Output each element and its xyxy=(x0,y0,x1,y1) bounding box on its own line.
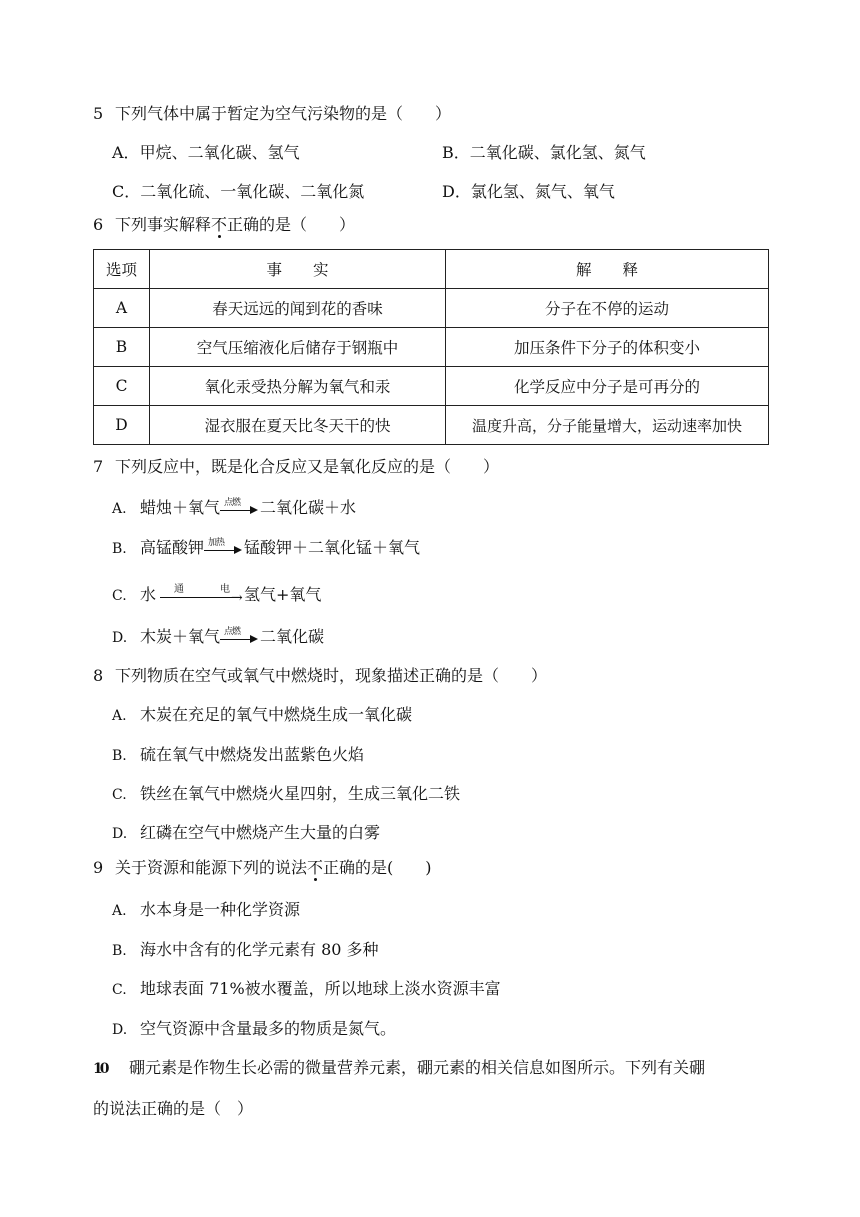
emphasis-dot-char: 不 xyxy=(211,215,228,234)
question-number: 6 xyxy=(93,215,104,234)
reactants: 水 xyxy=(140,585,157,604)
cell-explanation: 加压条件下分子的体积变小 xyxy=(446,328,769,367)
option-text: 红磷在空气中燃烧产生大量的白雾 xyxy=(140,823,381,842)
condition-label: 点燃 xyxy=(224,497,241,508)
option-letter: C. xyxy=(112,787,127,803)
cell-explanation: 分子在不停的运动 xyxy=(446,289,769,328)
option-letter: D. xyxy=(112,1022,128,1038)
option-letter: C． xyxy=(112,182,141,201)
products: 二氧化碳＋水 xyxy=(260,498,357,517)
cell-fact: 春天远远的闻到花的香味 xyxy=(150,289,446,328)
option-letter: B. xyxy=(112,748,127,764)
reactants: 木炭＋氧气 xyxy=(140,627,221,646)
cell-option: C xyxy=(94,367,150,406)
option-text: 地球表面 71%被水覆盖，所以地球上淡水资源丰富 xyxy=(140,979,501,998)
option-text: 海水中含有的化学元素有 80 多种 xyxy=(140,940,379,959)
option-b xyxy=(442,142,646,164)
question-number: 9 xyxy=(93,858,104,877)
option-text: 硫在氧气中燃烧发出蓝紫色火焰 xyxy=(140,745,365,764)
question-text: 正确的是（ ） xyxy=(227,215,356,234)
question-6-stem xyxy=(93,214,355,236)
option-a xyxy=(112,497,356,520)
option-letter: C. xyxy=(112,982,127,998)
arrow-head: → xyxy=(231,589,243,606)
option-letter: A. xyxy=(112,708,127,724)
option-text: 水本身是一种化学资源 xyxy=(140,900,301,919)
facts-table xyxy=(93,249,769,445)
option-c xyxy=(112,181,364,203)
option-letter: C. xyxy=(112,588,127,604)
cell-explanation: 化学反应中分子是可再分的 xyxy=(446,367,769,406)
option-text: 铁丝在氧气中燃烧火星四射，生成三氧化二铁 xyxy=(140,784,461,803)
table-header-row xyxy=(94,250,769,289)
option-letter: B. xyxy=(112,541,127,557)
question-text: 下列物质在空气或氧气中燃烧时，现象描述正确的是（ ） xyxy=(115,666,548,685)
option-c xyxy=(112,584,321,607)
option-letter: A. xyxy=(112,501,127,517)
cell-fact: 氧化汞受热分解为氧气和汞 xyxy=(150,367,446,406)
question-number: 10 xyxy=(93,1061,107,1077)
option-letter: D. xyxy=(112,630,128,646)
cell-explanation: 温度升高，分子能量增大，运动速率加快 xyxy=(446,406,769,445)
option-d xyxy=(112,1018,396,1041)
question-5-stem xyxy=(93,103,451,125)
option-b xyxy=(112,939,379,962)
option-d xyxy=(442,181,615,203)
option-d xyxy=(112,822,380,845)
cell-fact: 空气压缩液化后储存于钢瓶中 xyxy=(150,328,446,367)
option-text: 二氧化碳、氯化氢、氮气 xyxy=(469,143,646,162)
question-number: 8 xyxy=(93,666,104,685)
cell-option: D xyxy=(94,406,150,445)
option-b xyxy=(112,537,420,560)
option-text: 甲烷、二氧化碳、氢气 xyxy=(139,143,300,162)
question-text: 关于资源和能源下列的说法 xyxy=(115,858,308,877)
reactants: 高锰酸钾 xyxy=(140,538,205,557)
condition-label: 加热 xyxy=(208,537,225,548)
electrolysis-arrow-icon xyxy=(156,583,244,606)
question-10-stem-line-2 xyxy=(93,1098,253,1120)
products: 锰酸钾＋二氧化锰＋氧气 xyxy=(244,538,421,557)
table-row xyxy=(94,406,769,445)
question-number: 7 xyxy=(93,457,104,476)
option-a xyxy=(112,704,412,727)
header-option: 选项 xyxy=(94,250,150,289)
option-text: 二氧化硫、一氧化碳、二氧化氮 xyxy=(140,182,365,201)
question-10-stem xyxy=(93,1057,705,1080)
reaction-arrow-icon xyxy=(220,626,260,646)
cell-option: A xyxy=(94,289,150,328)
question-8-stem xyxy=(93,665,547,687)
table-row xyxy=(94,367,769,406)
option-letter: A. xyxy=(112,903,127,919)
option-c xyxy=(112,978,501,1001)
table-row xyxy=(94,289,769,328)
option-text: 空气资源中含量最多的物质是氮气。 xyxy=(140,1019,397,1038)
option-a xyxy=(112,899,300,922)
question-number: 5 xyxy=(93,104,104,123)
cell-fact: 湿衣服在夏天比冬天干的快 xyxy=(150,406,446,445)
question-text: 的说法正确的是（ ） xyxy=(93,1099,254,1118)
question-text: 下列事实解释 xyxy=(115,215,212,234)
reaction-arrow-icon xyxy=(204,537,244,557)
option-d xyxy=(112,626,324,649)
emphasis-dot-char: 不 xyxy=(307,858,324,877)
cell-option: B xyxy=(94,328,150,367)
condition-label: 电 xyxy=(220,583,231,595)
condition-label: 通 xyxy=(174,583,185,595)
table-row xyxy=(94,328,769,367)
option-letter: D． xyxy=(442,182,471,201)
option-letter: B． xyxy=(442,143,470,162)
option-b xyxy=(112,744,364,767)
condition-label: 点燃 xyxy=(224,626,241,637)
option-a xyxy=(112,142,300,164)
question-text: 硼元素是作物生长必需的微量营养元素，硼元素的相关信息如图所示。下列有关硼 xyxy=(129,1058,706,1077)
option-text: 木炭在充足的氧气中燃烧生成一氧化碳 xyxy=(140,705,413,724)
option-letter: D. xyxy=(112,826,128,842)
option-letter: B. xyxy=(112,943,127,959)
question-text: 下列气体中属于暂定为空气污染物的是（ ） xyxy=(115,104,452,123)
question-text: 正确的是( ) xyxy=(323,858,432,877)
question-7-stem xyxy=(93,456,499,478)
question-9-stem xyxy=(93,857,432,879)
header-explanation: 解 释 xyxy=(446,250,769,289)
reaction-arrow-icon xyxy=(220,497,260,517)
question-text: 下列反应中，既是化合反应又是氧化反应的是（ ） xyxy=(115,457,500,476)
reactants: 蜡烛＋氧气 xyxy=(140,498,221,517)
option-text: 氯化氢、氮气、氧气 xyxy=(470,182,615,201)
header-fact: 事 实 xyxy=(150,250,446,289)
option-letter: A． xyxy=(112,143,140,162)
products: 氢气+氧气 xyxy=(244,585,322,604)
option-c xyxy=(112,783,460,806)
products: 二氧化碳 xyxy=(260,627,325,646)
